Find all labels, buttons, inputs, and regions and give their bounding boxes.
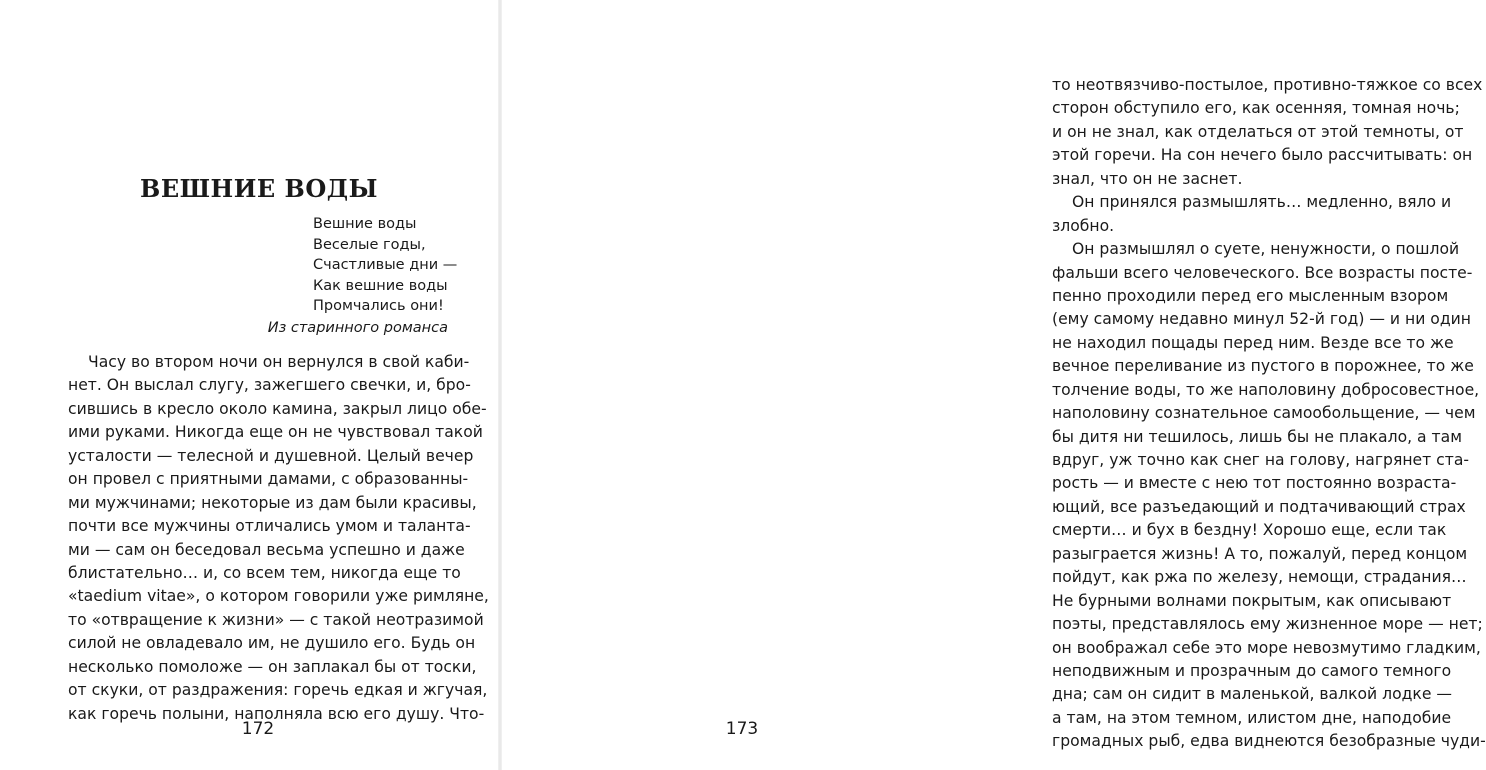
text-line: дна; сам он сидит в маленькой, валкой лодке — [1052,685,1452,704]
text-line: то неотвязчиво-постылое, противно-тяжкое со всех [1052,76,1483,94]
epigraph-line: Счастливые дни — [313,257,458,273]
text-line: громадных рыб, едва виднеются безобразные чуди- [1052,732,1486,751]
text-line: (ему самому недавно минул 52-й год) — и ни один [1052,310,1471,329]
text-line: ющий, все разъедающий и подтачивающий страх [1052,497,1466,516]
right-body-text [1052,74,1486,754]
text-line: фальши всего человеческого. Все возрасты посте- [1052,263,1473,282]
epigraph-source: Из старинного романса [267,320,448,336]
text-line: почти все мужчины отличались умом и таланта- [68,517,471,536]
text-line: Не бурными волнами покрытым, как описывают [1052,591,1452,610]
text-line: ми — сам он беседовал весьма успешно и даже [68,540,465,559]
text-line: сторон обступило его, как осенняя, томная ночь; [1052,99,1460,118]
left-body-text [68,351,489,726]
text-line: сившись в кресло около камина, закрыл лицо обе- [68,399,487,418]
epigraph-line: Как вешние воды [313,277,448,294]
text-line: разыграется жизнь! А то, пожалуй, перед концом [1052,544,1468,563]
text-line: несколько помоложе — он заплакал бы от тоски, [68,657,477,676]
text-line: то «отвращение к жизни» — с такой неотразимой [68,610,484,629]
right-page [500,0,1486,770]
epigraph-line: Вешние воды [313,216,417,232]
text-line: этой горечи. На сон нечего было рассчитывать: он [1052,146,1473,165]
text-line: смерти… и бух в бездну! Хорошо еще, если так [1052,521,1447,540]
text-line: бы дитя ни тешилось, лишь бы не плакало, а там [1052,427,1462,446]
text-line: блистательно… и, со всем тем, никогда еще то [68,563,461,582]
text-line: силой не овладевало им, не душило его. Будь он [68,634,476,653]
page-number: 172 [241,719,275,739]
epigraph-line: Промчались они! [313,298,444,314]
text-line: знал, что он не заснет. [1052,169,1243,188]
text-line: ими руками. Никогда еще он не чувствовал такой [68,423,483,442]
text-line: вечное переливание из пустого в порожнее, то же [1052,357,1474,376]
text-line: «taedium vitae», о котором говорили уже римляне, [68,587,489,606]
text-line: вдруг, уж точно как снег на голову, нагрянет ста- [1052,451,1470,469]
text-line: Он принялся размышлять… медленно, вяло и [1072,193,1452,212]
text-line: и он не знал, как отделаться от этой темноты, от [1052,122,1464,141]
epigraph-line: Веселые годы, [313,236,426,253]
text-line: поэты, представлялось ему жизненное море — нет; [1052,615,1483,634]
text-line: пенно проходили перед его мысленным взором [1052,286,1449,305]
text-line: ми мужчинами; некоторые из дам были красивы, [68,493,477,512]
text-line: толчение воды, то же наполовину добросовестное, [1052,380,1480,399]
left-page [0,0,500,770]
text-line: Он размышлял о суете, ненужности, о пошлой [1072,240,1460,259]
text-line: пойдут, как ржа по железу, немощи, страдания… [1052,568,1467,587]
text-line: нет. Он выслал слугу, зажегшего свечки, и, бро- [68,376,471,395]
page-number: 173 [725,719,759,739]
text-line: усталости — телесной и душевной. Целый вечер [68,446,474,465]
text-line: неподвижным и прозрачным до самого темного [1052,661,1452,680]
epigraph [313,214,457,317]
text-line: от скуки, от раздражения: горечь едкая и жгучая, [68,681,488,700]
text-line: как горечь полыни, наполняла всю его душу. Что- [68,704,485,723]
text-line: злобно. [1052,216,1115,235]
text-line: Часу во втором ночи он вернулся в свой каби- [88,353,470,371]
text-line: не находил пощады перед ним. Везде все то же [1052,333,1454,352]
chapter-title: ВЕШНИЕ ВОДЫ [140,174,378,203]
text-line: он провел с приятными дамами, с образованны- [68,470,469,489]
text-line: наполовину сознательное самообольщение, — чем [1052,404,1476,423]
text-line: рость — и вместе с нею тот постоянно возраста- [1052,474,1457,493]
text-line: он воображал себе это море невозмутимо гладким, [1052,638,1481,657]
text-line: а там, на этом темном, илистом дне, наподобие [1052,708,1452,727]
